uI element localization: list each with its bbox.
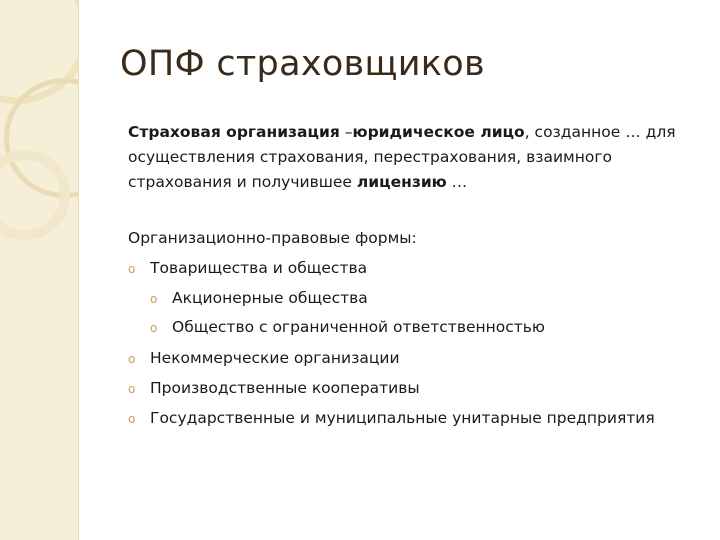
definition-separator: – <box>339 123 353 141</box>
bullet-circle-icon: o <box>128 412 136 426</box>
definition-paragraph <box>128 120 703 195</box>
bullet-circle-icon: o <box>128 262 136 276</box>
list-item-label: Некоммерческие организации <box>150 349 400 367</box>
list-item <box>128 346 400 372</box>
forms-heading: Организационно-правовые формы: <box>128 229 417 247</box>
definition-text: , созданное … для осуществления страхования, перестрахования, взаимного страхования и получившее <box>128 123 676 191</box>
bullet-circle-icon: o <box>128 352 136 366</box>
decorative-side-band <box>0 0 79 540</box>
bullet-circle-icon: o <box>150 321 158 335</box>
sub-list-item-label: Общество с ограниченной ответственностью <box>172 318 545 336</box>
term-license: лицензию <box>356 173 447 191</box>
list-item-label: Производственные кооперативы <box>150 379 420 397</box>
list-item-label: Товарищества и общества <box>150 259 368 277</box>
term-legal-entity: юридическое лицо <box>352 123 525 141</box>
list-item <box>128 406 655 432</box>
slide-title: ОПФ страховщиков <box>120 44 485 84</box>
sub-list-item-label: Акционерные общества <box>172 289 368 307</box>
list-item-label: Государственные и муниципальные унитарные предприятия <box>150 409 655 427</box>
sub-list-item <box>150 286 368 312</box>
list-item <box>128 256 367 282</box>
bullet-circle-icon: o <box>128 382 136 396</box>
definition-ellipsis: … <box>446 173 468 191</box>
list-item <box>128 376 420 402</box>
bullet-circle-icon: o <box>150 292 158 306</box>
term-insurance-organization: Страховая организация <box>128 123 340 141</box>
sub-list-item <box>150 315 545 341</box>
